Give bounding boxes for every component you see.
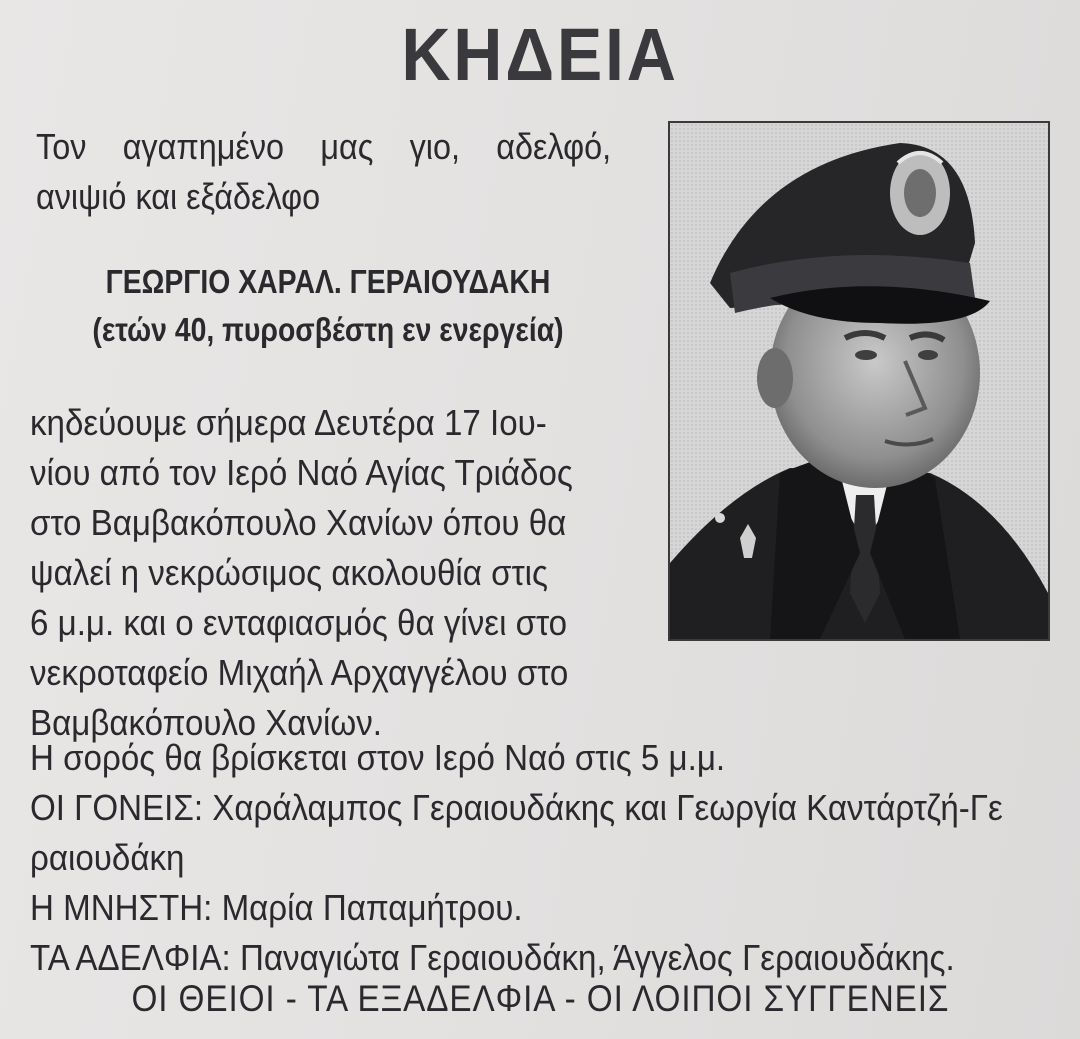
announcement-line: Βαμβακόπουλο Χανίων. [30,702,383,743]
family-line: Η ΜΝΗΣΤΗ: Μαρία Παπαμήτρου. [30,887,523,928]
announcement-line: νεκροταφείο Μιχαήλ Αρχαγγέλου στο [30,652,569,693]
announcement-text [30,398,630,748]
intro-text [36,122,611,222]
intro-line-2: ανιψιό και εξάδελφο [36,176,321,217]
deceased-detail [38,306,618,354]
deceased-name [38,258,618,306]
closing-text: ΟΙ ΘΕΙΟΙ - ΤΑ ΕΞΑΔΕΛΦΙΑ - ΟΙ ΛΟΙΠΟΙ ΣΥΓΓΕΝΕΙΣ [131,978,949,1019]
announcement-line: κηδεύουμε σήμερα Δευτέρα 17 Ιου- [30,402,547,443]
portrait-photo-icon [668,121,1050,641]
family-text [30,733,1080,983]
family-line: ΤΑ ΑΔΕΛΦΙΑ: Παναγιώτα Γεραιουδάκη, Άγγελος Γεραιουδάκης. [30,937,955,978]
announcement-line: ψαλεί η νεκρώσιμος ακολουθία στις [30,552,548,593]
family-line: Η σορός θα βρίσκεται στον Ιερό Ναό στις 5 μ.μ. [30,737,726,778]
intro-line-1: Τον αγαπημένο μας γιο, αδελφό, [36,126,612,167]
deceased-detail-text: (ετών 40, πυροσβέστη εν ενεργεία) [92,311,564,348]
announcement-line: 6 μ.μ. και ο ενταφιασμός θα γίνει στο [30,602,568,643]
announcement-line: νίου από τον Ιερό Ναό Αγίας Τριάδος [30,452,573,493]
family-line: ραιουδάκη [30,837,185,878]
family-line: ΟΙ ΓΟΝΕΙΣ: Χαράλαμπος Γεραιουδάκης και Γεωργία Καντάρτζή-Γε [30,787,1003,828]
notice-title: ΚΗΔΕΙΑ [401,13,679,96]
closing-line [0,978,1080,1020]
deceased-name-text: ΓΕΩΡΓΙΟ ΧΑΡΑΛ. ΓΕΡΑΙΟΥΔΑΚΗ [105,263,551,300]
announcement-line: στο Βαμβακόπουλο Χανίων όπου θα [30,502,567,543]
